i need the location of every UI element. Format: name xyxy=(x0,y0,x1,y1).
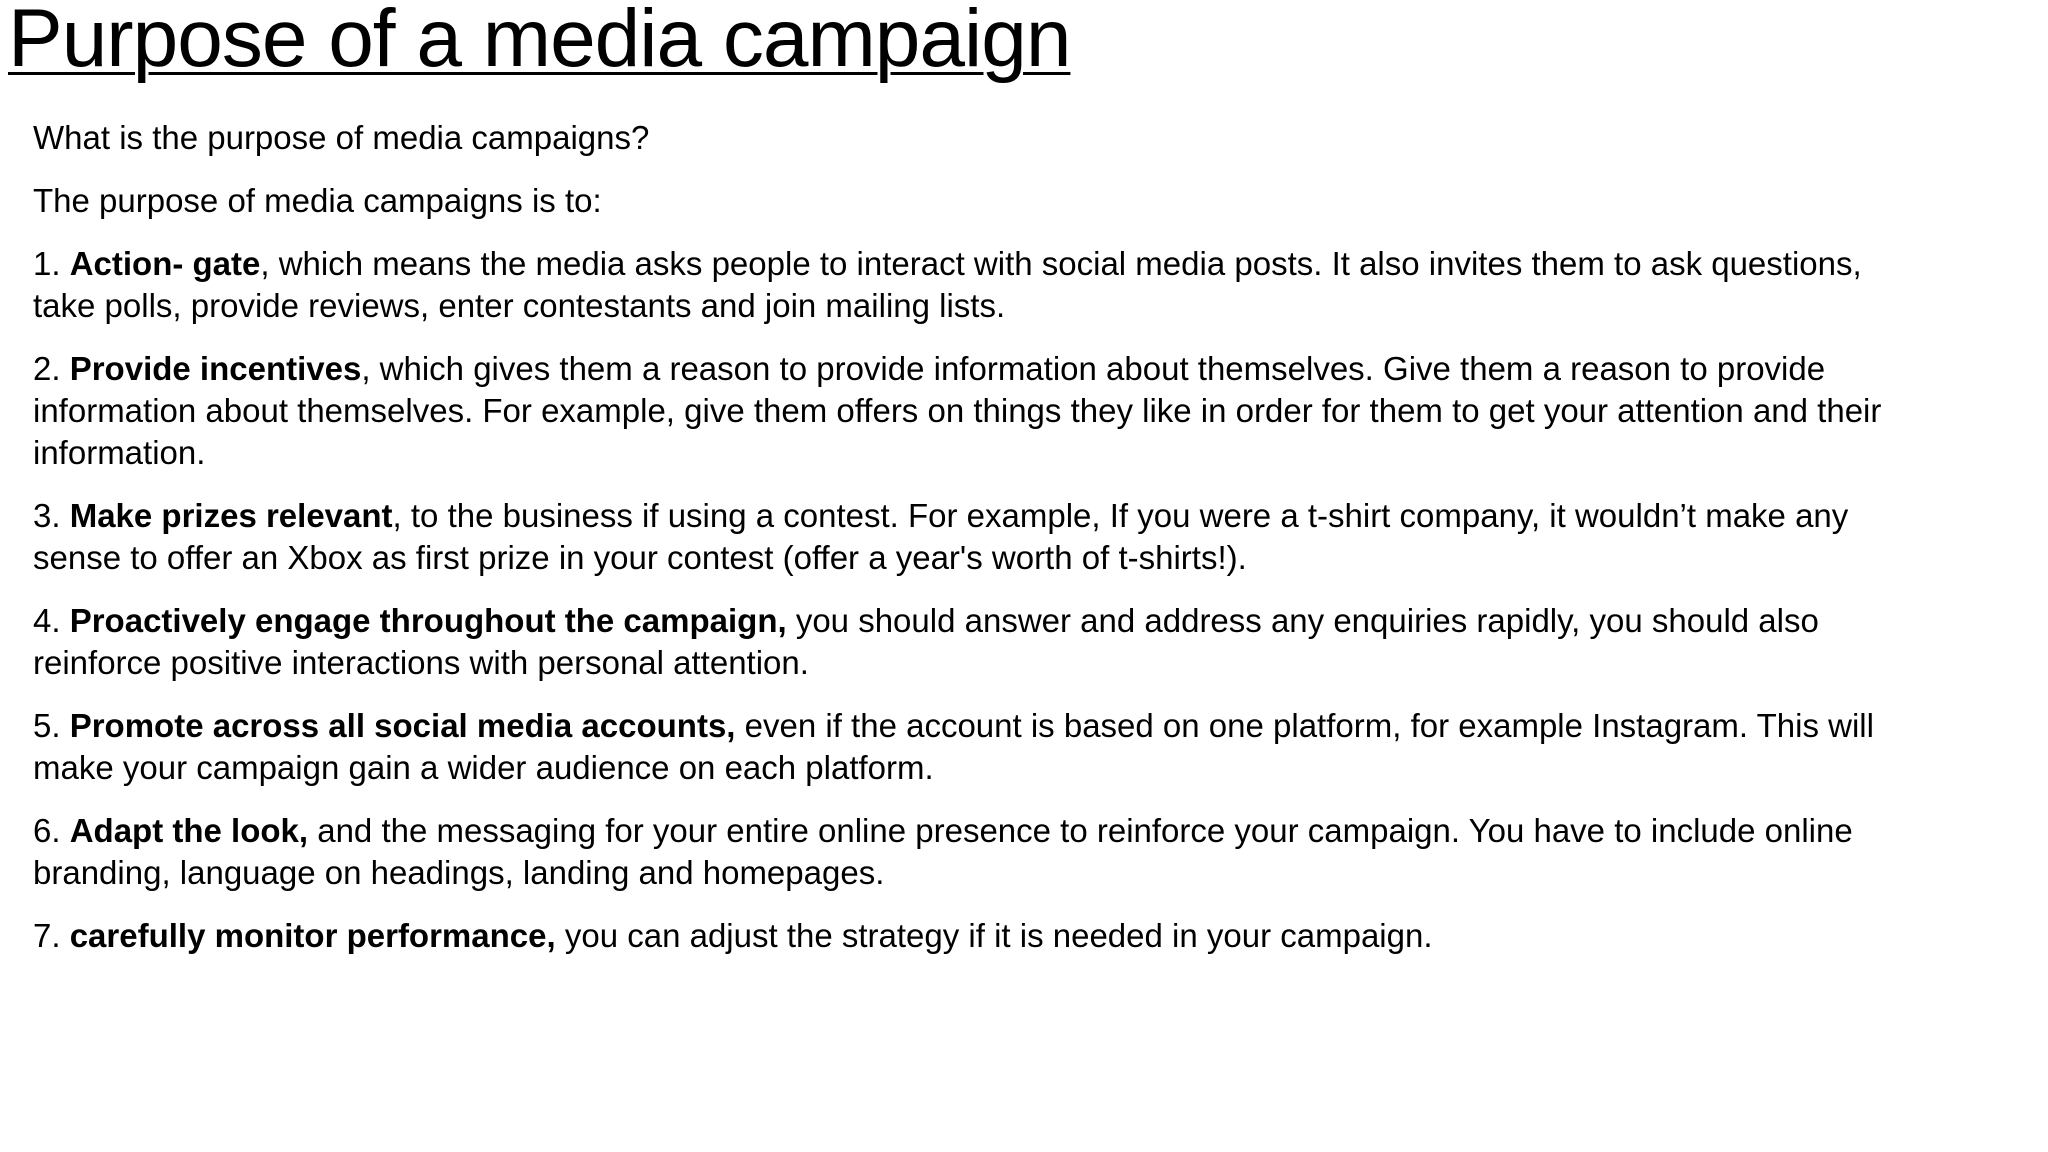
list-item-5 xyxy=(33,705,1933,789)
item-number: 1. xyxy=(33,245,61,282)
list-item-6 xyxy=(33,810,1933,894)
item-number: 3. xyxy=(33,497,61,534)
item-heading: Provide incentives xyxy=(69,350,362,387)
slide-title: Purpose of a media campaign xyxy=(8,0,1071,84)
item-text: even if the account is based on one platform, for example Instagram. This will make your campaign gain a wider audience on each platform. xyxy=(33,707,1874,786)
item-text: , which gives them a reason to provide information about themselves. Give them a reason to provide information about themselves. For example, give them offers on things they like in order for them to get your attention and their information. xyxy=(33,350,1882,471)
item-heading: Proactively engage throughout the campaign, xyxy=(69,602,787,639)
item-text: , which means the media asks people to interact with social media posts. It also invites them to ask questions, take polls, provide reviews, enter contestants and join mailing lists. xyxy=(33,245,1862,324)
intro-text: The purpose of media campaigns is to: xyxy=(33,182,602,219)
item-heading: Action- gate xyxy=(69,245,261,282)
slide-body xyxy=(33,117,1933,978)
item-number: 7. xyxy=(33,917,61,954)
list-item-2 xyxy=(33,348,1933,474)
question-text: What is the purpose of media campaigns? xyxy=(33,119,650,156)
item-text: you should answer and address any enquiries rapidly, you should also reinforce positive interactions with personal attention. xyxy=(33,602,1819,681)
item-text: , to the business if using a contest. For example, If you were a t-shirt company, it wouldn’t make any sense to offer an Xbox as first prize in your contest (offer a year's worth of t-shirts!). xyxy=(33,497,1849,576)
list-item-1 xyxy=(33,243,1933,327)
item-heading: Make prizes relevant xyxy=(69,497,393,534)
item-text: you can adjust the strategy if it is needed in your campaign. xyxy=(555,917,1433,954)
item-number: 6. xyxy=(33,812,61,849)
item-text: and the messaging for your entire online presence to reinforce your campaign. You have to include online branding, language on headings, landing and homepages. xyxy=(33,812,1853,891)
item-number: 4. xyxy=(33,602,61,639)
item-heading: carefully monitor performance, xyxy=(69,917,556,954)
item-heading: Promote across all social media accounts, xyxy=(69,707,736,744)
list-item-4 xyxy=(33,600,1933,684)
item-number: 5. xyxy=(33,707,61,744)
list-item-7 xyxy=(33,915,1933,957)
item-number: 2. xyxy=(33,350,61,387)
item-heading: Adapt the look, xyxy=(69,812,309,849)
list-item-3 xyxy=(33,495,1933,579)
